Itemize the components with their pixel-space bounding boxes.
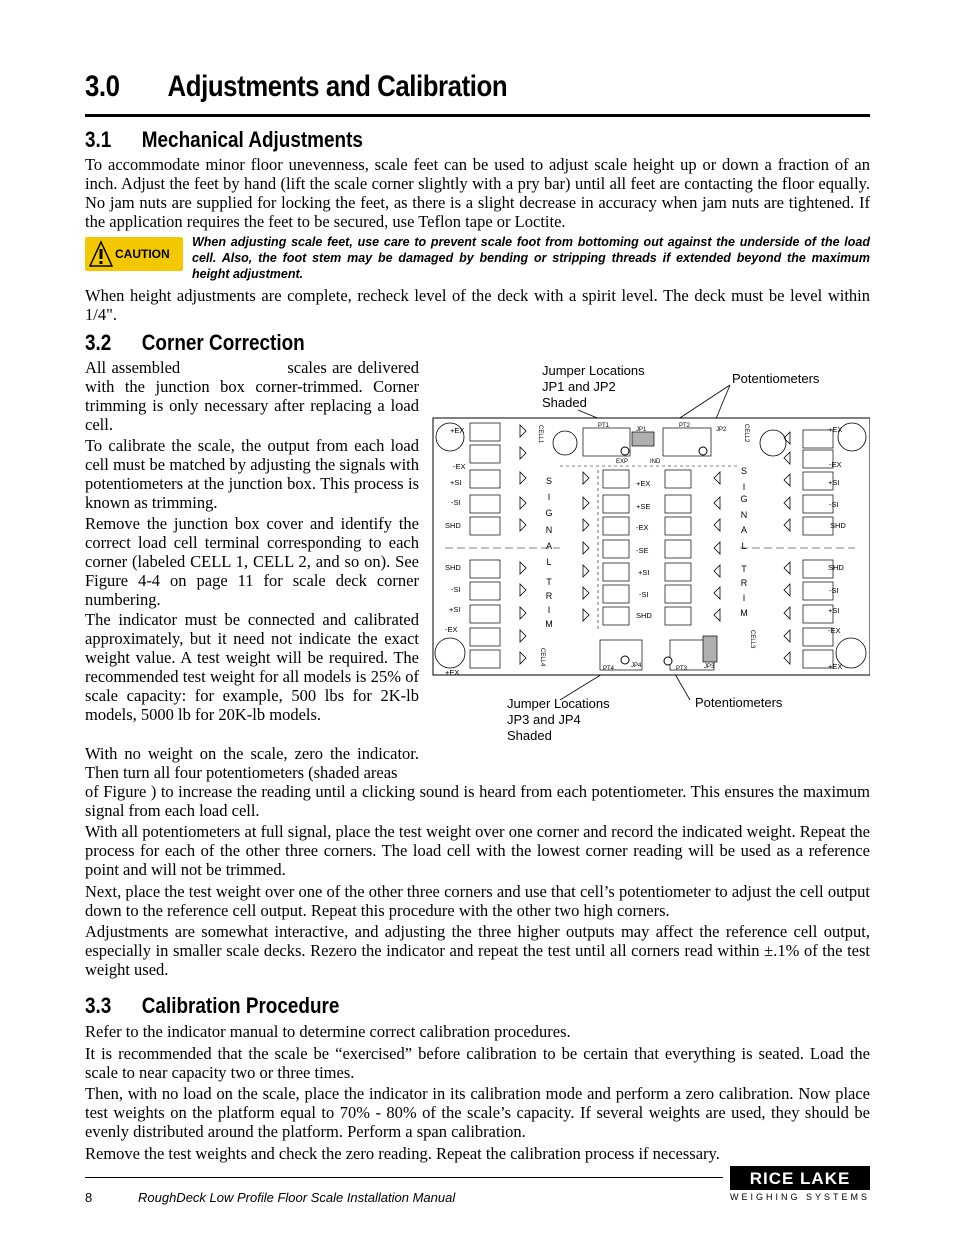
svg-text:+SI: +SI	[449, 605, 461, 614]
paragraph: All assembled scales are delivered with the junction box corner-trimmed. Corner trimming is only necessary after replacing a load cell.	[85, 358, 424, 434]
svg-text:I: I	[742, 482, 746, 492]
paragraph: With no weight on the scale, zero the indicator. Then turn all four potentiometers (shaded areas	[85, 744, 419, 782]
svg-text:-SI: -SI	[639, 590, 649, 599]
svg-text:-EX: -EX	[453, 462, 466, 471]
svg-text:PT4: PT4	[603, 666, 615, 672]
heading-text: Calibration Procedure	[141, 993, 340, 1018]
section-number: 3.0	[85, 70, 120, 103]
paragraph: To accommodate minor floor unevenness, scale feet can be used to adjust scale height up or down a fraction of an inch. Adjust the feet by hand (lift the scale corner slightly with a pry bar) until all feet are contacting the floor equally. No jam nuts are supplied for locking the feet, as there is a slight decrease in accuracy when jam nuts are tightened. If the application requires the feet to be secured, use Teflon tape or Loctite.	[85, 155, 870, 231]
paragraph: Refer to the indicator manual to determine correct calibration procedures.	[85, 1022, 571, 1041]
paragraph: Then, with no load on the scale, place the indicator in its calibration mode and perform a zero calibration. Now place test weights on the platform equal to 70% - 80% of the scale’s capacity. If several weights are used, they should be evenly distributed around the platform. Perform a span calibration.	[85, 1084, 870, 1141]
label-line: Jumper Locations	[507, 696, 610, 711]
svg-text:N: N	[545, 525, 553, 535]
logo-top	[730, 1166, 870, 1190]
svg-text:SHD: SHD	[445, 521, 461, 530]
paragraph: It is recommended that the scale be “exercised” before calibration to be certain that everything is seated. Load the scale to near capacity two or three times.	[85, 1044, 870, 1082]
paragraph: Adjustments are somewhat interactive, and adjusting the three higher outputs may affect the reference cell output, especially in smaller scale decks. Rezero the indicator and repeat the test until all corners read within ±.1% of the test weight used.	[85, 922, 870, 979]
svg-text:IND: IND	[650, 459, 661, 465]
svg-text:CELL4: CELL4	[539, 648, 545, 667]
heading-number: 3.3	[85, 993, 112, 1018]
svg-text:-SI: -SI	[451, 498, 461, 507]
svg-text:A: A	[740, 525, 748, 535]
svg-text:PT3: PT3	[676, 666, 688, 672]
svg-text:R: R	[740, 578, 748, 588]
page-number: 8	[85, 1190, 93, 1205]
svg-text:M: M	[545, 619, 553, 629]
svg-text:SHD: SHD	[445, 563, 461, 572]
svg-text:PT2: PT2	[679, 423, 691, 429]
svg-text:PT1: PT1	[598, 423, 610, 429]
svg-text:-EX: -EX	[828, 626, 841, 635]
junction-box-diagram	[430, 380, 870, 700]
paragraph: To calibrate the scale, the output from each load cell must be matched by adjusting the signals with potentiometers at the junction box. This process is known as trimming.	[85, 436, 419, 512]
svg-text:+SI: +SI	[828, 478, 840, 487]
paragraph: Remove the junction box cover and identify the correct load cell terminal corresponding to each corner (labeled CELL 1, CELL 2, and so on). See Figure 4-4 on page 11 for scale deck corner numbering.	[85, 514, 419, 609]
svg-text:+SI: +SI	[638, 568, 650, 577]
svg-text:+SE: +SE	[636, 502, 651, 511]
svg-text:SHD: SHD	[830, 521, 846, 530]
heading-rule	[85, 114, 870, 117]
svg-text:JP3: JP3	[704, 664, 715, 670]
heading-3-1	[85, 127, 363, 153]
svg-text:-EX: -EX	[829, 460, 842, 469]
svg-text:+EX: +EX	[828, 662, 843, 671]
heading-text: Mechanical Adjustments	[141, 127, 363, 152]
svg-text:-SI: -SI	[829, 500, 839, 509]
svg-text:T: T	[546, 577, 552, 587]
label-potentiometers-top: Potentiometers	[732, 371, 820, 386]
heading-text: Corner Correction	[141, 330, 305, 355]
svg-text:L: L	[546, 557, 552, 567]
svg-text:S: S	[740, 466, 748, 476]
svg-text:+SI: +SI	[450, 478, 462, 487]
heading-3-3	[85, 993, 339, 1019]
rice-lake-logo	[730, 1166, 870, 1206]
svg-text:R: R	[545, 591, 553, 601]
svg-text:-EX: -EX	[636, 523, 649, 532]
caution-text: When adjusting scale feet, use care to prevent scale foot from bottoming out against the underside of the load cell. Also, the foot stem may be damaged by bending or stripping threads if extended beyond the maximum height adjustment.	[192, 235, 870, 281]
svg-text:M: M	[740, 608, 748, 618]
heading-number: 3.1	[85, 127, 112, 152]
svg-text:+EX: +EX	[450, 426, 465, 435]
svg-text:I: I	[547, 492, 551, 502]
heading-number: 3.2	[85, 330, 112, 355]
svg-text:CELL2: CELL2	[743, 424, 749, 443]
svg-text:N: N	[740, 510, 748, 520]
svg-text:-SI: -SI	[451, 585, 461, 594]
svg-text:-SE: -SE	[636, 546, 649, 555]
section-title: Adjustments and Calibration	[167, 70, 508, 103]
paragraph: Remove the test weights and check the zero reading. Repeat the calibration process if necessary.	[85, 1144, 720, 1163]
label-line: JP1 and JP2	[542, 379, 616, 394]
svg-text:+EX: +EX	[828, 425, 843, 434]
paragraph: of Figure ) to increase the reading until a clicking sound is heard from each potentiometer. This ensures the maximum signal from each load cell.	[85, 782, 870, 820]
page-title	[85, 70, 507, 104]
svg-text:S: S	[545, 476, 553, 486]
svg-text:A: A	[545, 541, 553, 551]
svg-text:+EX: +EX	[445, 668, 460, 677]
svg-text:JP2: JP2	[716, 427, 727, 433]
paragraph: The indicator must be connected and calibrated approximately, but it need not indicate the exact weight value. A test weight will be required. The recommended test weight for all models is 25% of scale capacity: for example, 500 lbs for 2K-lb models, 5000 lb for 20K-lb models.	[85, 610, 419, 724]
label-line: JP3 and JP4	[507, 712, 581, 727]
svg-text:EXP: EXP	[616, 459, 629, 465]
label-jumper-jp3-jp4	[507, 696, 610, 744]
svg-text:T: T	[741, 564, 747, 574]
svg-text:SHD: SHD	[636, 611, 652, 620]
svg-text:L: L	[741, 541, 747, 551]
footer-title: RoughDeck Low Profile Floor Scale Installation Manual	[138, 1190, 456, 1205]
footer-rule	[85, 1177, 723, 1178]
paragraph: When height adjustments are complete, recheck level of the deck with a spirit level. The deck must be level within 1/4".	[85, 286, 870, 324]
svg-text:CELL1: CELL1	[537, 425, 543, 444]
label-potentiometers-bottom: Potentiometers	[695, 695, 783, 710]
svg-text:+SI: +SI	[828, 606, 840, 615]
svg-text:G: G	[740, 494, 748, 504]
svg-text:I: I	[547, 605, 551, 615]
svg-text:G: G	[545, 508, 553, 518]
svg-text:-SI: -SI	[829, 586, 839, 595]
heading-3-2	[85, 330, 305, 356]
logo-text: RICE LAKE	[749, 1169, 851, 1188]
caution-label: CAUTION	[115, 247, 170, 261]
svg-text:+EX: +EX	[636, 479, 651, 488]
svg-text:SHD: SHD	[828, 563, 844, 572]
svg-text:JP1: JP1	[636, 427, 647, 433]
label-line: Shaded	[542, 395, 587, 410]
svg-text:-EX: -EX	[445, 625, 458, 634]
logo-subtext: WEIGHING SYSTEMS	[730, 1192, 871, 1202]
svg-text:JP4: JP4	[631, 663, 642, 669]
paragraph: With all potentiometers at full signal, place the test weight over one corner and record the indicated weight. Repeat the process for each of the other three corners. The load cell with the lowest corner reading will be used as a reference point and will not be trimmed.	[85, 822, 870, 879]
warning-icon	[89, 240, 113, 268]
svg-text:CELL3: CELL3	[749, 630, 755, 649]
svg-text:I: I	[742, 593, 746, 603]
label-line: Jumper Locations	[542, 363, 645, 378]
caution-badge	[85, 237, 183, 271]
label-line: Shaded	[507, 728, 552, 743]
paragraph: Next, place the test weight over one of the other three corners and use that cell’s potentiometer to adjust the cell output down to the reference cell output. Repeat this procedure with the other two high corners.	[85, 882, 870, 920]
